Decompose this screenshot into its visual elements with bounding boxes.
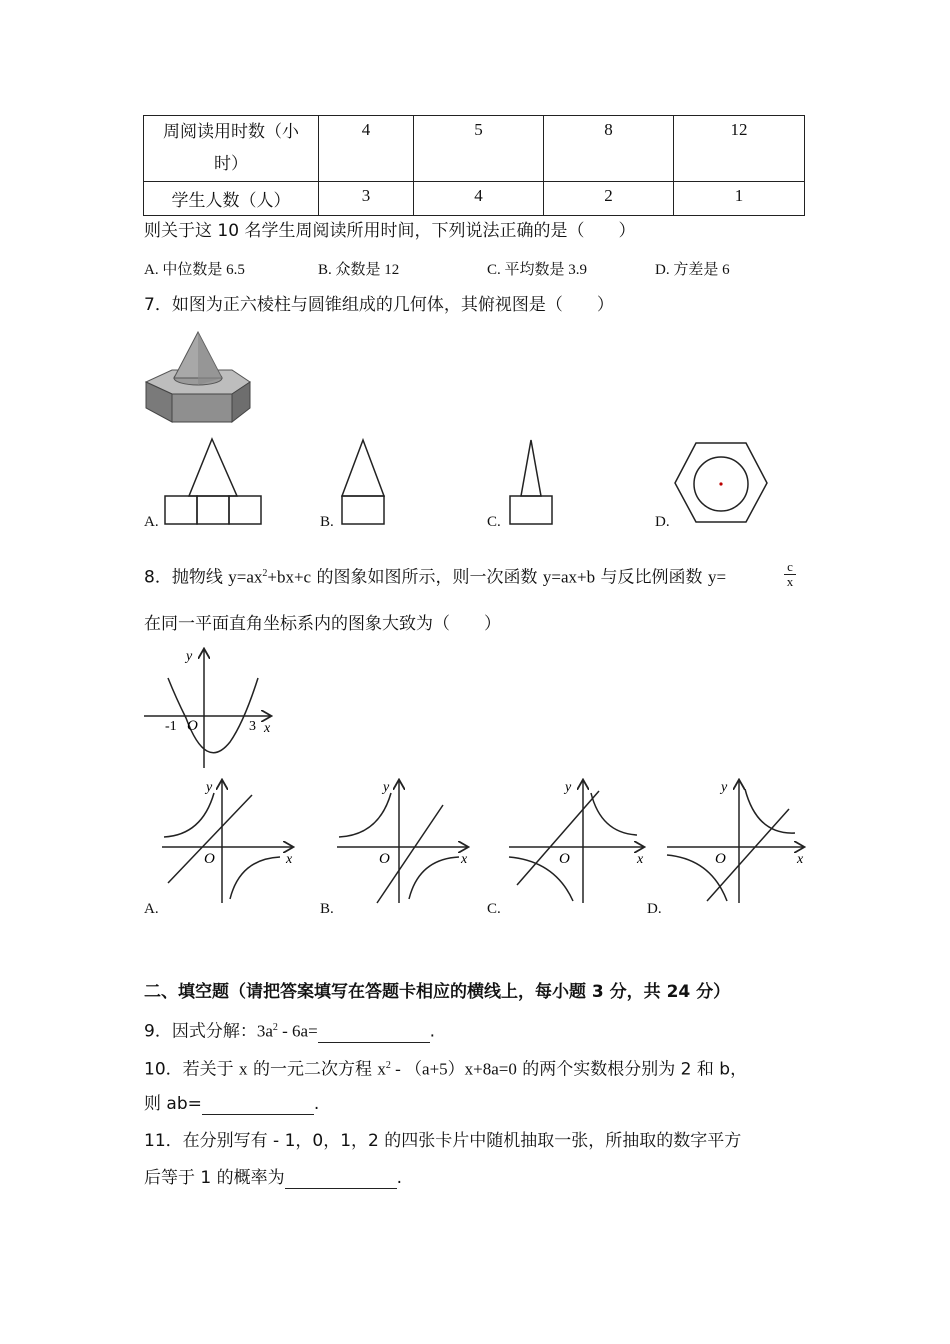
q8-option-d-graph[interactable] <box>663 775 808 905</box>
table-cell: 5 <box>414 116 544 182</box>
table-cell: 12 <box>674 116 805 182</box>
q8-stem-line2: 在同一平面直角坐标系内的图象大致为（ ） <box>144 614 501 634</box>
q8-label-b: B. <box>320 901 334 917</box>
origin-label: O <box>187 718 198 734</box>
q6-option-c[interactable]: C. 平均数是 3.9 <box>487 262 588 278</box>
axis-x-label: x <box>286 852 293 867</box>
q7-option-c-view[interactable] <box>505 435 560 530</box>
q7-option-a-view[interactable] <box>160 435 270 530</box>
table-cell: 4 <box>319 116 414 182</box>
table-cell: 1 <box>674 182 805 216</box>
table-cell: 2 <box>544 182 674 216</box>
q6-option-d[interactable]: D. 方差是 6 <box>655 262 730 278</box>
axis-x-label: x <box>264 721 271 736</box>
axis-y-label: y <box>186 649 193 664</box>
q8-option-b-graph[interactable] <box>333 775 473 905</box>
axis-x-label: x <box>637 852 644 867</box>
q8-label-d: D. <box>647 901 662 917</box>
q9-answer-blank[interactable] <box>318 1024 430 1043</box>
axis-y-label: y <box>383 780 390 795</box>
origin-label: O <box>715 851 726 867</box>
q8-label-a: A. <box>144 901 159 917</box>
origin-label: O <box>379 851 390 867</box>
root-right-label: 3 <box>249 719 256 734</box>
q7-stem: 7．如图为正六棱柱与圆锥组成的几何体，其俯视图是（ ） <box>144 295 614 315</box>
origin-label: O <box>559 851 570 867</box>
q11-answer-blank[interactable] <box>285 1170 397 1189</box>
q7-label-b: B. <box>320 514 334 530</box>
q10-answer-blank[interactable] <box>202 1096 314 1115</box>
q8-fraction: c x <box>784 560 796 589</box>
q7-option-b-view[interactable] <box>335 435 395 530</box>
q8-option-a-graph[interactable] <box>158 775 298 905</box>
q7-label-a: A. <box>144 514 159 530</box>
q6-option-b[interactable]: B. 众数是 12 <box>318 262 400 278</box>
axis-x-label: x <box>797 852 804 867</box>
q10-line1: 10．若关于 x 的一元二次方程 $x^2 - (a+5)x+8a=0$ 的两个实数根分别为 2 和 b， <box>144 1059 748 1080</box>
origin-label: O <box>204 851 215 867</box>
q9: 9．因式分解：$3a^2 - 6a=$ . <box>144 1021 436 1042</box>
q8-option-c-graph[interactable] <box>505 775 650 905</box>
table-cell: 3 <box>319 182 414 216</box>
table-header-students: 学生人数（人） <box>144 182 319 216</box>
q11-line2: 后等于 1 的概率为 . <box>144 1168 403 1188</box>
q6-option-a[interactable]: A. 中位数是 6.5 <box>144 262 245 278</box>
q8-parabola-graph <box>140 644 280 772</box>
axis-y-label: y <box>565 780 572 795</box>
table-header-hours: 周阅读用时数（小 时） <box>144 116 319 182</box>
reading-time-table <box>143 115 805 216</box>
q11-line1: 11．在分别写有 - 1，0，1，2 的四张卡片中随机抽取一张，所抽取的数字平方 <box>144 1131 742 1151</box>
q10-line2: 则 ab= . <box>144 1094 320 1114</box>
section-title: 二、填空题（请把答案填写在答题卡相应的横线上，每小题 3 分，共 24 分） <box>144 982 731 1002</box>
q7-label-d: D. <box>655 514 670 530</box>
solid-figure-image <box>140 330 255 425</box>
q6-stem: 则关于这 10 名学生周阅读所用时间，下列说法正确的是（ ） <box>144 221 636 241</box>
axis-y-label: y <box>721 780 728 795</box>
table-cell: 8 <box>544 116 674 182</box>
q7-label-c: C. <box>487 514 501 530</box>
q7-option-d-view[interactable] <box>670 438 770 528</box>
axis-x-label: x <box>461 852 468 867</box>
q8-stem: 8．抛物线 $y=ax^2+bx+c$ 的图象如图所示，则一次函数 y=ax+b 与反比例函数 y= <box>144 567 727 588</box>
q8-label-c: C. <box>487 901 501 917</box>
root-left-label: -1 <box>165 719 177 734</box>
table-cell: 4 <box>414 182 544 216</box>
axis-y-label: y <box>206 780 213 795</box>
